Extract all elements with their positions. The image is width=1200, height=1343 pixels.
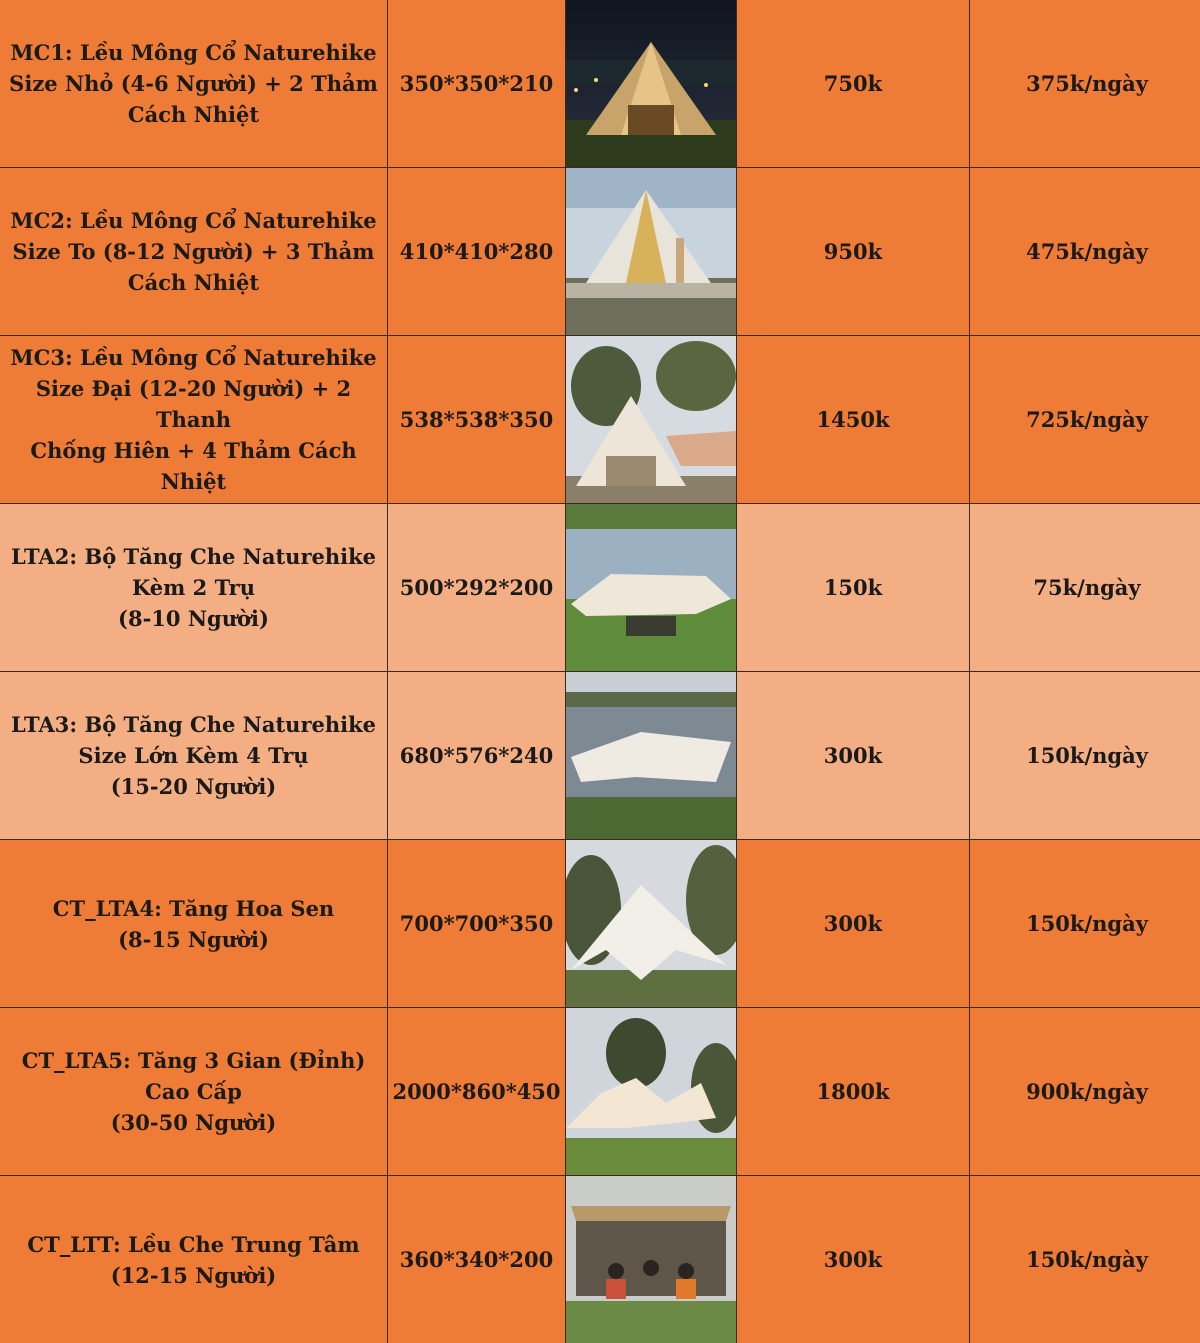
product-name-cell: MC1: Lều Mông Cổ Naturehike Size Nhỏ (4-6 Người) + 2 Thảm Cách Nhiệt — [0, 0, 387, 167]
daily-price-cell: 75k/ngày — [970, 504, 1200, 671]
large-tarp-lake-photo — [566, 672, 736, 839]
rental-price-cell: 1800k — [737, 1008, 969, 1175]
bell-tent-awning-photo — [566, 336, 736, 503]
rental-price-cell: 750k — [737, 0, 969, 167]
daily-price-cell: 150k/ngày — [970, 1176, 1200, 1343]
daily-price-cell: 725k/ngày — [970, 336, 1200, 503]
rental-price-cell: 300k — [737, 672, 969, 839]
dimensions-cell: 350*350*210 — [388, 0, 565, 167]
dimensions-cell: 538*538*350 — [388, 336, 565, 503]
daily-price-cell: 900k/ngày — [970, 1008, 1200, 1175]
dimensions-cell: 410*410*280 — [388, 168, 565, 335]
daily-price-cell: 375k/ngày — [970, 0, 1200, 167]
dimensions-cell: 2000*860*450 — [388, 1008, 565, 1175]
product-name-cell: LTA2: Bộ Tăng Che Naturehike Kèm 2 Trụ (8-10 Người) — [0, 504, 387, 671]
rental-price-cell: 950k — [737, 168, 969, 335]
lotus-tarp-photo — [566, 840, 736, 1007]
product-name-cell: LTA3: Bộ Tăng Che Naturehike Size Lớn Kèm 4 Trụ (15-20 Người) — [0, 672, 387, 839]
tarp-lake-photo — [566, 504, 736, 671]
daily-price-cell: 150k/ngày — [970, 672, 1200, 839]
three-peak-tarp-photo — [566, 1008, 736, 1175]
dimensions-cell: 500*292*200 — [388, 504, 565, 671]
dimensions-cell: 360*340*200 — [388, 1176, 565, 1343]
screen-house-group-photo — [566, 1176, 736, 1343]
product-name-cell: CT_LTA5: Tăng 3 Gian (Đỉnh) Cao Cấp (30-50 Người) — [0, 1008, 387, 1175]
dimensions-cell: 700*700*350 — [388, 840, 565, 1007]
rental-price-cell: 300k — [737, 1176, 969, 1343]
dimensions-cell: 680*576*240 — [388, 672, 565, 839]
bell-tent-day-photo — [566, 168, 736, 335]
rental-price-cell: 300k — [737, 840, 969, 1007]
rental-price-cell: 150k — [737, 504, 969, 671]
product-name-cell: CT_LTT: Lều Che Trung Tâm (12-15 Người) — [0, 1176, 387, 1343]
bell-tent-night-photo — [566, 0, 736, 167]
rental-price-cell: 1450k — [737, 336, 969, 503]
daily-price-cell: 475k/ngày — [970, 168, 1200, 335]
product-name-cell: MC3: Lều Mông Cổ Naturehike Size Đại (12-20 Người) + 2 Thanh Chống Hiên + 4 Thảm Cách Nhiệt — [0, 336, 387, 503]
product-name-cell: CT_LTA4: Tăng Hoa Sen (8-15 Người) — [0, 840, 387, 1007]
daily-price-cell: 150k/ngày — [970, 840, 1200, 1007]
product-name-cell: MC2: Lều Mông Cổ Naturehike Size To (8-12 Người) + 3 Thảm Cách Nhiệt — [0, 168, 387, 335]
